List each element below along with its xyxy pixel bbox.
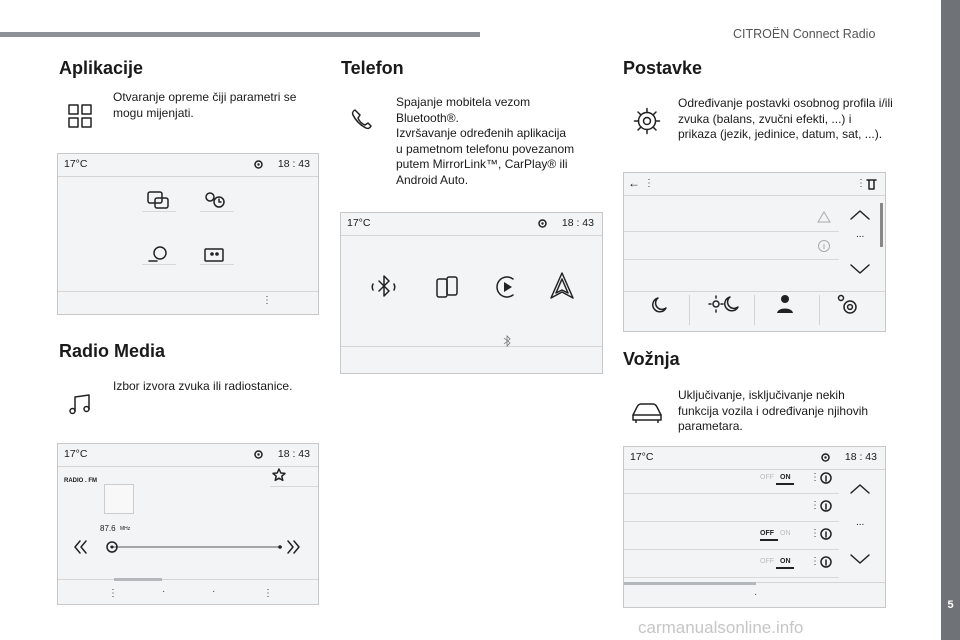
clock: 18 : 43: [277, 158, 310, 170]
climate-clock-icon[interactable]: [203, 190, 229, 212]
screen-footer: [58, 291, 318, 314]
telefon-screen: [340, 212, 603, 374]
clock: 18 : 43: [844, 451, 877, 463]
active-tab-indicator: [624, 582, 756, 585]
radio-description: Izbor izvora zvuka ili radiostanice.: [113, 379, 293, 393]
more-indicator: ...: [856, 229, 865, 240]
watermark: carmanualsonline.info: [638, 618, 804, 637]
voznja-description: Uključivanje, isključivanje nekih funkcija vozila i određivanje njihovih parametara.: [678, 388, 869, 433]
auto-day-night-icon[interactable]: [708, 293, 742, 315]
info-icon[interactable]: [820, 500, 832, 512]
screen-footer: [58, 579, 318, 604]
mirrorlink-icon[interactable]: [435, 275, 459, 301]
info-icon: [817, 239, 831, 253]
frequency-value: 87.6: [100, 524, 116, 533]
gear-icon: [633, 107, 661, 135]
menu-dots-icon[interactable]: ⋮: [108, 588, 118, 599]
gps-icon: [253, 449, 264, 460]
scroll-down-icon[interactable]: [849, 553, 871, 565]
clock: 18 : 43: [277, 448, 310, 460]
section-title-telefon: Telefon: [341, 58, 404, 78]
screen-footer: [341, 346, 602, 373]
menu-dots-icon[interactable]: ⋮: [263, 588, 273, 599]
apps-grid-icon: [68, 104, 92, 128]
header-bar: [0, 32, 480, 37]
page-dot: ·: [162, 586, 166, 597]
gps-icon: [820, 452, 831, 463]
page-sidebar: [941, 0, 960, 640]
section-title-postavke: Postavke: [623, 58, 703, 78]
section-title-radio: Radio Media: [59, 341, 166, 361]
temperature: 17°C: [64, 158, 88, 170]
temperature: 17°C: [347, 217, 371, 229]
scrollbar[interactable]: [880, 203, 883, 247]
status-bar: [624, 447, 885, 470]
gps-icon: [253, 159, 264, 170]
active-tab-indicator: [114, 578, 162, 581]
bluetooth-status-icon: [503, 335, 511, 347]
vehicle-settings-icon[interactable]: [146, 244, 172, 266]
temperature: 17°C: [630, 451, 654, 463]
trash-icon[interactable]: [866, 178, 877, 190]
scroll-up-icon[interactable]: [849, 209, 871, 221]
voznja-screen: [623, 446, 886, 608]
radio-screen: [57, 443, 319, 605]
info-icon[interactable]: [820, 528, 832, 540]
scroll-down-icon[interactable]: [849, 263, 871, 275]
temperature: 17°C: [64, 448, 88, 460]
radio-band: RADIO . FM: [64, 478, 97, 484]
toggle-switch[interactable]: OFF ON: [760, 530, 791, 537]
section-title-voznja: Vožnja: [623, 349, 680, 369]
status-bar: [58, 154, 318, 177]
section-title-aplikacije: Aplikacije: [59, 58, 144, 78]
warning-icon: [817, 211, 831, 223]
phone-icon: [350, 108, 374, 132]
menu-dots-icon[interactable]: ⋮: [262, 295, 272, 306]
status-bar: [341, 213, 602, 236]
clock: 18 : 43: [561, 217, 594, 229]
gps-icon: [537, 218, 548, 229]
page-dot: ·: [754, 589, 758, 600]
menu-dots-icon[interactable]: ⋮: [810, 556, 820, 567]
menu-dots-icon[interactable]: ⋮: [810, 500, 820, 511]
bluetooth-icon[interactable]: [371, 273, 397, 301]
toggle-switch[interactable]: OFF ON: [760, 474, 791, 481]
status-bar: [58, 444, 318, 467]
header-title: CITROËN Connect Radio: [733, 27, 876, 41]
info-icon[interactable]: [820, 472, 832, 484]
music-note-icon: [68, 393, 92, 415]
menu-dots-icon[interactable]: ⋮: [644, 178, 654, 189]
back-arrow-icon[interactable]: ←: [628, 176, 640, 190]
page-number: 5: [947, 599, 954, 611]
night-mode-icon[interactable]: [648, 295, 670, 315]
connected-apps-icon[interactable]: [146, 190, 172, 212]
station-artwork: [104, 484, 134, 514]
frequency-unit: MHz: [120, 526, 131, 532]
frequency-slider[interactable]: [72, 534, 308, 560]
postavke-description: Određivanje postavki osobnog profila i/ili zvuka (balans, zvučni efekti, ...) i prikaza (jezik, jedinice, datum, sat, ...).: [678, 96, 893, 141]
contacts-icon[interactable]: [203, 247, 227, 265]
scroll-up-icon[interactable]: [849, 483, 871, 495]
info-icon[interactable]: [820, 556, 832, 568]
more-indicator: ...: [856, 517, 865, 528]
android-auto-icon[interactable]: [549, 271, 575, 301]
menu-dots-icon[interactable]: ⋮: [856, 178, 866, 189]
telefon-description: Spajanje mobitela vezom Bluetooth®. Izvršavanje određenih aplikacija u pametnom telefonu povezanom putem MirrorLink™, CarPlay® ili Android Auto.: [396, 95, 575, 187]
aplikacije-description: Otvaranje opreme čiji parametri se mogu mijenjati.: [113, 90, 297, 120]
settings-gear-icon[interactable]: [836, 293, 862, 317]
menu-dots-icon[interactable]: ⋮: [810, 528, 820, 539]
settings-toolbar: [624, 173, 885, 196]
aplikacije-screen: [57, 153, 319, 315]
postavke-screen: [623, 172, 886, 332]
toggle-switch[interactable]: OFF ON: [760, 558, 791, 565]
carplay-icon[interactable]: [493, 273, 519, 301]
profile-icon[interactable]: [774, 293, 796, 315]
favorite-star-icon[interactable]: [272, 468, 286, 482]
car-icon: [630, 401, 664, 423]
page-dot: ·: [212, 586, 216, 597]
menu-dots-icon[interactable]: ⋮: [810, 472, 820, 483]
